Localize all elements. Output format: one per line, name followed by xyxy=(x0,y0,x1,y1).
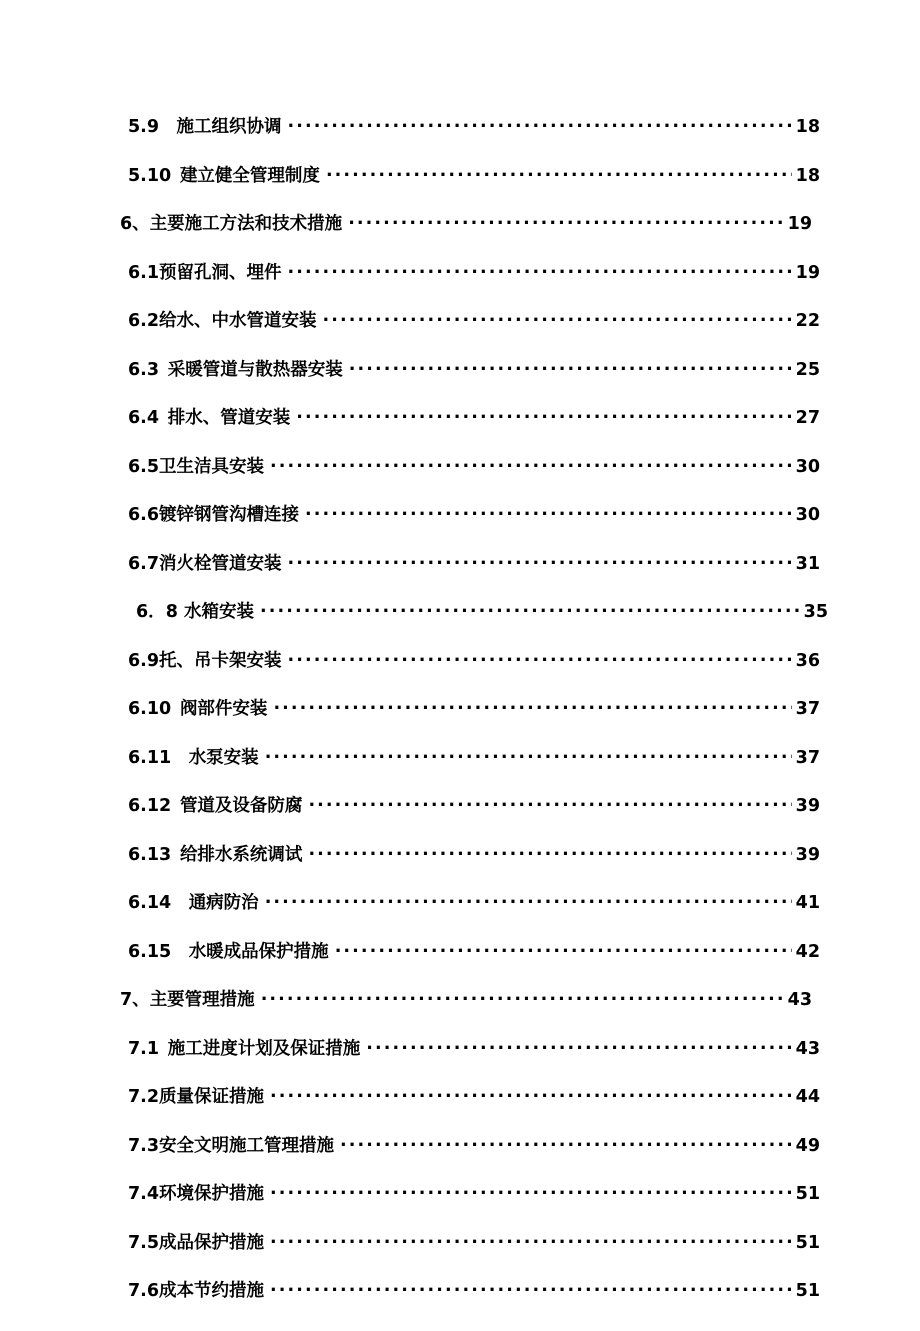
toc-entry-number: 7.3 xyxy=(128,1135,160,1156)
toc-entry[interactable] xyxy=(120,603,828,652)
toc-entry[interactable] xyxy=(120,1282,820,1331)
toc-entry-title: 质量保证措施 xyxy=(159,1087,265,1107)
toc-entry-title: 成品保护措施 xyxy=(159,1232,265,1253)
toc-entry-title: 8 水箱安装 xyxy=(165,602,254,622)
toc-leader-dots xyxy=(348,215,783,229)
toc-entry-number: 6、 xyxy=(120,214,150,234)
toc-entry-title: 托、吊卡架安装 xyxy=(159,650,282,671)
toc-entry-title: 水泵安装 xyxy=(188,747,259,768)
toc-entry-page-number: 43 xyxy=(795,1038,820,1059)
toc-entry-number: 6． xyxy=(136,602,166,622)
toc-entry-page-number: 37 xyxy=(795,699,820,719)
toc-entry[interactable] xyxy=(120,1137,820,1186)
toc-entry-number: 7.1 xyxy=(128,1038,160,1059)
toc-entry-title: 环境保护措施 xyxy=(159,1184,265,1204)
toc-leader-dots xyxy=(270,1088,792,1102)
toc-leader-dots xyxy=(296,409,791,423)
toc-entry-page-number: 44 xyxy=(795,1087,820,1107)
toc-entry[interactable] xyxy=(120,652,820,701)
toc-entry-number: 7.2 xyxy=(128,1087,160,1107)
toc-entry-number: 6.15 xyxy=(128,941,172,962)
toc-entry-page-number: 30 xyxy=(795,456,820,477)
toc-entry-spacer xyxy=(159,410,168,428)
toc-leader-dots xyxy=(305,506,792,520)
toc-entry-title: 施工组织协调 xyxy=(176,117,282,137)
toc-entry-page-number: 43 xyxy=(787,990,812,1010)
toc-entry[interactable] xyxy=(120,312,820,361)
toc-entry[interactable] xyxy=(120,409,820,458)
toc-entry[interactable] xyxy=(120,264,820,313)
toc-entry-number: 5.10 xyxy=(128,165,172,186)
toc-entry-spacer xyxy=(171,847,180,865)
toc-entry-spacer xyxy=(171,798,180,816)
toc-entry[interactable] xyxy=(120,1234,820,1283)
toc-entry-page-number: 37 xyxy=(795,747,820,768)
toc-entry-page-number: 27 xyxy=(795,408,820,428)
toc-leader-dots xyxy=(260,603,800,617)
toc-entry-title: 镀锌钢管沟槽连接 xyxy=(159,505,300,525)
toc-entry-page-number: 25 xyxy=(795,359,820,380)
toc-entry-number: 6.14 xyxy=(128,893,172,913)
toc-entry-page-number: 18 xyxy=(795,165,820,186)
toc-entry-page-number: 31 xyxy=(795,553,820,574)
toc-leader-dots xyxy=(340,1137,792,1151)
toc-entry-number: 6.4 xyxy=(128,408,160,428)
toc-entry-number: 7.6 xyxy=(128,1281,160,1301)
toc-leader-dots xyxy=(326,167,792,181)
toc-entry-spacer xyxy=(171,750,189,768)
toc-entry[interactable] xyxy=(120,506,820,555)
toc-entry[interactable] xyxy=(120,555,820,604)
toc-entry-spacer xyxy=(159,119,177,137)
toc-entry[interactable] xyxy=(120,797,820,846)
toc-entry-spacer xyxy=(159,362,168,380)
toc-entry-title: 阀部件安装 xyxy=(179,699,268,719)
toc-entry-title: 排水、管道安装 xyxy=(167,408,291,428)
toc-leader-dots xyxy=(288,118,792,132)
toc-entry-page-number: 51 xyxy=(795,1281,820,1301)
toc-entry[interactable] xyxy=(120,943,820,992)
toc-entry-title: 通病防治 xyxy=(188,893,259,913)
toc-entry-spacer xyxy=(159,1041,168,1059)
toc-entry-page-number: 30 xyxy=(795,505,820,525)
toc-entry-number: 7、 xyxy=(120,990,150,1010)
toc-entry-title: 给排水系统调试 xyxy=(179,844,303,865)
toc-entry-page-number: 51 xyxy=(795,1232,820,1253)
toc-leader-dots xyxy=(349,361,792,375)
toc-leader-dots xyxy=(288,555,792,569)
toc-leader-dots xyxy=(335,943,792,957)
toc-entry-page-number: 19 xyxy=(795,262,820,283)
toc-entry[interactable] xyxy=(120,846,820,895)
toc-entry-title: 消火栓管道安装 xyxy=(159,553,282,574)
toc-entry-spacer xyxy=(171,168,180,186)
toc-entry-page-number: 39 xyxy=(795,844,820,865)
toc-entry-number: 5.9 xyxy=(128,117,160,137)
toc-entry-page-number: 49 xyxy=(795,1135,820,1156)
toc-entry-number: 6.10 xyxy=(128,699,172,719)
toc-leader-dots xyxy=(270,458,792,472)
toc-entry[interactable] xyxy=(120,700,820,749)
toc-entry-number: 6.13 xyxy=(128,844,172,865)
toc-entry-number: 6.9 xyxy=(128,650,160,671)
toc-entry-page-number: 35 xyxy=(803,602,828,622)
toc-entry-page-number: 39 xyxy=(795,796,820,816)
toc-entry-number: 6.2 xyxy=(128,311,160,331)
toc-entry-number: 6.1 xyxy=(128,262,160,283)
toc-entry-page-number: 19 xyxy=(787,214,812,234)
toc-leader-dots xyxy=(323,312,792,326)
toc-leader-dots xyxy=(366,1040,791,1054)
toc-entry[interactable] xyxy=(120,118,820,167)
toc-entry-spacer xyxy=(171,944,189,962)
toc-leader-dots xyxy=(308,797,791,811)
toc-entry[interactable] xyxy=(120,361,820,410)
toc-entry[interactable] xyxy=(120,991,812,1040)
toc-entry-title: 给水、中水管道安装 xyxy=(159,311,317,331)
toc-entry-title: 成本节约措施 xyxy=(159,1281,265,1301)
toc-entry[interactable] xyxy=(120,749,820,798)
toc-entry-number: 6.11 xyxy=(128,747,172,768)
toc-entry[interactable] xyxy=(120,894,820,943)
toc-entry-title: 主要施工方法和技术措施 xyxy=(149,214,343,234)
toc-entry-number: 6.5 xyxy=(128,456,160,477)
toc-entry-page-number: 42 xyxy=(795,941,820,962)
toc-entry-title: 预留孔洞、埋件 xyxy=(159,262,282,283)
toc-entry-page-number: 41 xyxy=(795,893,820,913)
toc-entry-page-number: 18 xyxy=(795,117,820,137)
toc-entry-number: 7.5 xyxy=(128,1232,160,1253)
toc-entry[interactable] xyxy=(120,167,820,216)
toc-entry[interactable] xyxy=(120,1040,820,1089)
toc-entry[interactable] xyxy=(120,458,820,507)
toc-leader-dots xyxy=(265,749,792,763)
toc-entry-title: 水暖成品保护措施 xyxy=(188,941,329,962)
toc-leader-dots xyxy=(270,1282,792,1296)
toc-entry-title: 安全文明施工管理措施 xyxy=(159,1135,335,1156)
toc-leader-dots xyxy=(273,700,791,714)
toc-entry-title: 施工进度计划及保证措施 xyxy=(167,1038,361,1059)
toc-entry-page-number: 22 xyxy=(795,311,820,331)
toc-leader-dots xyxy=(270,1234,792,1248)
toc-entry-page-number: 51 xyxy=(795,1184,820,1204)
toc-entry-number: 7.4 xyxy=(128,1184,160,1204)
toc-entry-number: 6.3 xyxy=(128,359,160,380)
toc-entry-page-number: 36 xyxy=(795,650,820,671)
toc-leader-dots xyxy=(308,846,791,860)
toc-entry[interactable] xyxy=(120,1088,820,1137)
toc-entry-title: 主要管理措施 xyxy=(149,990,255,1010)
toc-entry-title: 卫生洁具安装 xyxy=(159,456,265,477)
toc-entry[interactable] xyxy=(120,215,812,264)
toc-entry-title: 建立健全管理制度 xyxy=(179,165,320,186)
toc-leader-dots xyxy=(261,991,784,1005)
toc-entry-title: 管道及设备防腐 xyxy=(179,796,303,816)
toc-leader-dots xyxy=(288,652,792,666)
toc-entry[interactable] xyxy=(120,1185,820,1234)
toc-leader-dots xyxy=(288,264,792,278)
toc-entry-number: 6.7 xyxy=(128,553,160,574)
toc-entry-title: 采暖管道与散热器安装 xyxy=(167,359,343,380)
toc-leader-dots xyxy=(265,894,792,908)
toc-entry-spacer xyxy=(171,895,189,913)
toc-entry-spacer xyxy=(171,701,180,719)
toc-entry-number: 6.6 xyxy=(128,505,160,525)
table-of-contents xyxy=(120,117,828,1331)
toc-leader-dots xyxy=(270,1185,792,1199)
toc-entry-number: 6.12 xyxy=(128,796,172,816)
